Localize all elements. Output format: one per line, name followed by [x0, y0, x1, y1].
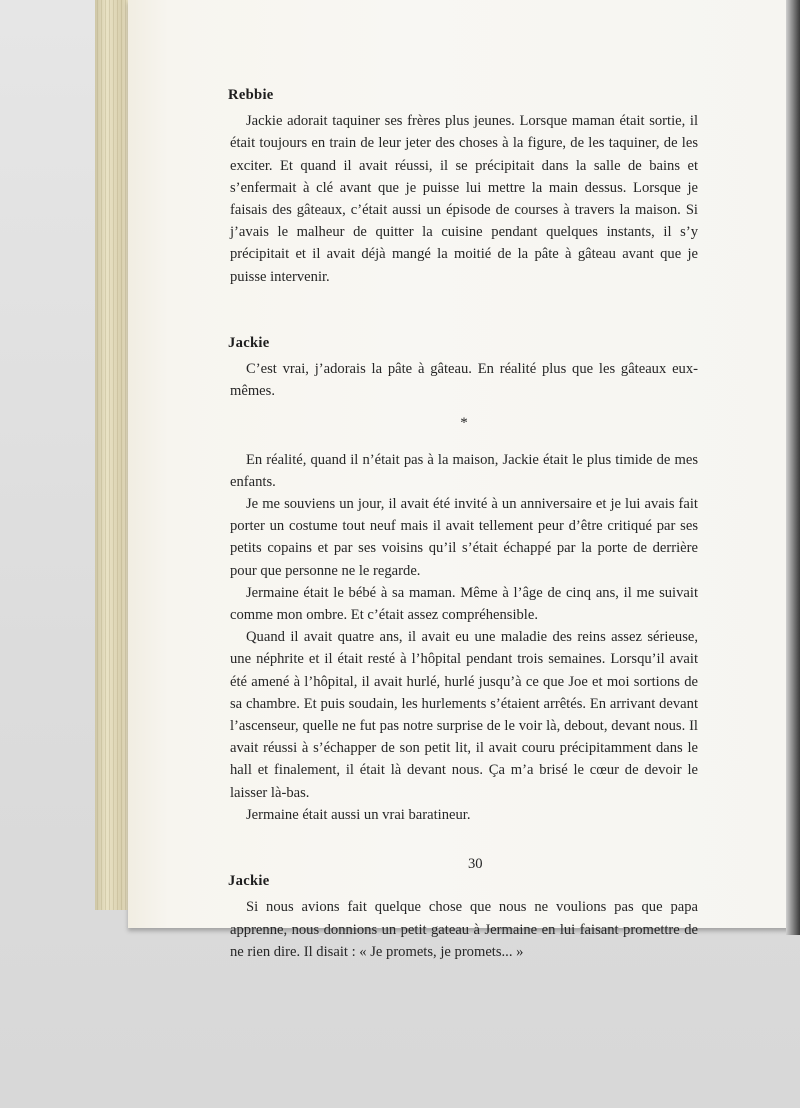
section-heading-rebbie: Rebbie	[228, 87, 274, 103]
paragraph: En réalité, quand il n’était pas à la maison, Jackie était le plus timide de mes enfants.	[230, 451, 698, 490]
paragraph: Jermaine était le bébé à sa maman. Même à l’âge de cinq ans, il me suivait comme mon ombre. Et c’était assez compréhensible.	[230, 584, 698, 624]
page-number: 30	[468, 856, 483, 872]
section-heading-jackie: Jackie	[228, 334, 270, 351]
paragraph: Jermaine était aussi un vrai baratineur.	[246, 806, 471, 823]
paragraph: Quand il avait quatre ans, il avait eu une maladie des reins assez sérieuse, une néphrite et il était resté à l’hôpital pendant trois semaines. Lorsqu’il avait été amené à l’hôpital, il avait hurlé, hurlé jusqu’à ce que Joe et moi sortions de sa chambre. Et puis soudain, les hurlements s’étaient arrêtés. En arrivant devant l’ascenseur, quelle ne fut pas notre surprise de le voir là, debout, devant nous. Il avait réussi à s’échapper de son petit lit, il avait couru précipitamment dans le hall et finalement, il était là devant nous. Ça m’a brisé le cœur de devoir le laisser là-bas.	[230, 629, 698, 801]
section-heading-jackie-2: Jackie	[228, 873, 270, 890]
asterisk-separator: *	[460, 415, 468, 432]
paragraph: Je me souviens un jour, il avait été invité à un anniversaire et je lui avais fait porter un costume tout neuf mais il avait tellement peur d’être critiqué par ses petits copains et par ses voisins qu’il s’était échappé par la porte de derrière pour que personne ne le regarde.	[230, 496, 698, 579]
page-content	[230, 84, 698, 963]
paragraph: Si nous avions fait quelque chose que nous ne voulions pas que papa apprenne, nous donnions un petit gateau à Jermaine en lui faisant promettre de ne rien dire. Il disait : « Je promets, je promets... »	[230, 899, 698, 960]
paragraph: C’est vrai, j’adorais la pâte à gâteau. En réalité plus que les gâteaux eux-mêmes.	[230, 361, 698, 400]
book-page	[128, 0, 800, 960]
section-gap	[230, 288, 698, 332]
section-gap	[230, 826, 698, 870]
paragraph: Jackie adorait taquiner ses frères plus jeunes. Lorsque maman était sortie, il était toujours en train de leur jeter des choses à la figure, de les taquiner, de les exciter. Et quand il avait réussi, il se précipitait dans la salle de bains et s’enfermait à clé avant que je puisse lui mettre la main dessus. Lorsque je faisais des gâteaux, c’était aussi un épisode de courses à travers la maison. Si j’avais le malheur de quitter la cuisine pendant quelques instants, il s’y précipitait et il avait déjà mangé la moitié de la pâte à gâteau avant que je puisse intervenir.	[230, 113, 698, 285]
binding-shadow	[786, 0, 800, 935]
